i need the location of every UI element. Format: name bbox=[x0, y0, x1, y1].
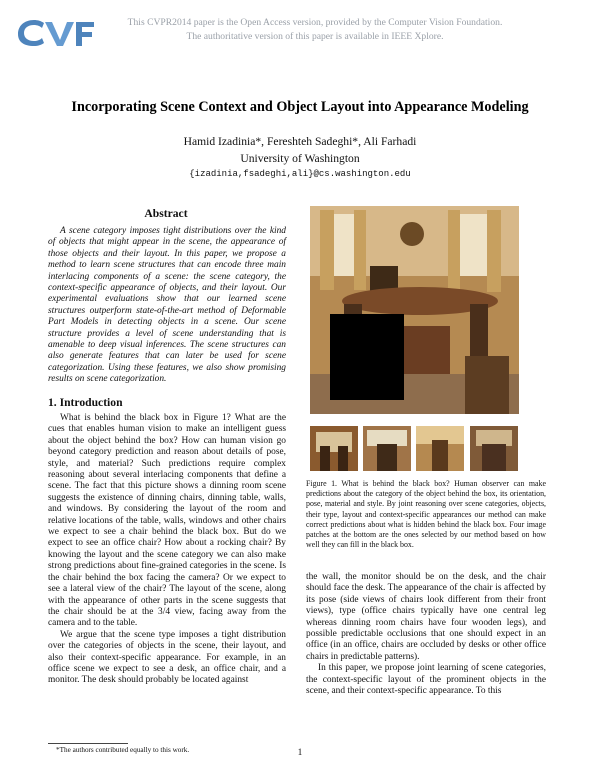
cvf-logo bbox=[14, 14, 98, 50]
footnote-divider bbox=[48, 743, 128, 744]
image-patch-3 bbox=[416, 426, 464, 471]
banner-line-1: This CVPR2014 paper is the Open Access version, provided by the Computer Vision Foundation. bbox=[127, 17, 503, 28]
abstract-text: A scene category imposes tight distributions over the kind of objects that might appear in the scene, the appearance of those objects and their layout. In this paper, we propose a method to learn scene structures that can encode three main interlacing components of a scene: the scene category, the context-specific appearance of objects, and their layout. Our experimental evaluations show that our learned scene structures outperform state-of-the-art method of Deformable Part Models in detecting objects in a scene. Our scene structure provides a level of scene understanding that is amenable to deep visual inferences. The scene structures can also generate features that can later be used for scene categorization. Using these features, we also show promising results on scene categorization. bbox=[48, 226, 286, 385]
image-patch-2 bbox=[363, 426, 411, 471]
section-heading-introduction: 1. Introduction bbox=[48, 396, 123, 409]
intro-paragraph-2: We argue that the scene type imposes a tight distribution over the categories of objects in the scene, their layout, and also their context-specific appearance. For example, in an office scene we expect to see a desk, an office chair, and a monitor. The desk should probably be located against bbox=[48, 629, 286, 686]
paper-title: Incorporating Scene Context and Object Layout into Appearance Modeling bbox=[71, 99, 529, 115]
open-access-banner bbox=[100, 16, 530, 44]
intro-paragraph-1: What is behind the black box in Figure 1? What are the cues that enables human vision to make an intelligent guess about the object behind the box? How can human vision go beyond category prediction and reason about details of pose, style, and material? Such predictions require complex reasoning about several interlacing components that define a scene. The fact that this picture shows a dinning room scene suggests the existence of dinning chairs, dinning table, walls, and windows. By considering the layout of the room and relative locations of the table, walls, windows and other chairs we expect to see a chair behind the black box. But do we expect to see an office chair? How about a rocking chair? By knowing the layout and the scene category we can also make strong predictions about fine-grained categories in the scene. Is the chair behind the box facing the camera? Or we expect to see a lateral view of the chair? The layout of the scene, along with the appearance of other parts in the scene suggests that the chair should be at the 3/4 view, facing away from the camera and to the table. bbox=[48, 413, 286, 629]
author-list: Hamid Izadinia*, Fereshteh Sadeghi*, Ali Farhadi bbox=[183, 135, 417, 148]
page-number: 1 bbox=[297, 748, 303, 758]
intro-paragraph-4: In this paper, we propose joint learning of scene categories, the context-specific layout of the prominent objects in the scene, and their context-specific appearance. To this bbox=[306, 663, 546, 697]
banner-line-2: The authoritative version of this paper is available in IEEE Xplore. bbox=[186, 31, 444, 42]
affiliation: University of Washington bbox=[240, 152, 360, 165]
figure-image-patches bbox=[310, 426, 519, 471]
image-patch-1 bbox=[310, 426, 358, 471]
footnote: *The authors contributed equally to this work. bbox=[56, 746, 190, 754]
figure-1-caption: Figure 1. What is behind the black box? Human observer can make predictions about the category of the object behind the box, its orientation, pose, material and style. By joint reasoning over scene categories, objects, their type, layout and context-specific appearances our method can make correct predictions about what is hidden behind the black box. Four image patches at the bottom are the ones selected by our method based on how well they can fill in the black box. bbox=[306, 479, 546, 550]
abstract-heading: Abstract bbox=[144, 207, 188, 220]
intro-paragraph-3: the wall, the monitor should be on the desk, and the chair should face the desk. The appearance of the chair is affected by its pose (side views of chairs look different from their front views), type (office chairs typically have one central leg whereas dinning room chairs have four wooden legs), and possible predictable occlusions that one should expect in an office (in an office, chairs are occluded by desks or other office chairs in predictable patterns). bbox=[306, 572, 546, 662]
figure-dining-room-image bbox=[310, 206, 519, 414]
image-patch-4 bbox=[470, 426, 518, 471]
intro-text-left bbox=[48, 413, 286, 687]
author-emails: {izadinia,fsadeghi,ali}@cs.washington.edu bbox=[189, 169, 411, 179]
intro-text-right bbox=[306, 572, 546, 697]
